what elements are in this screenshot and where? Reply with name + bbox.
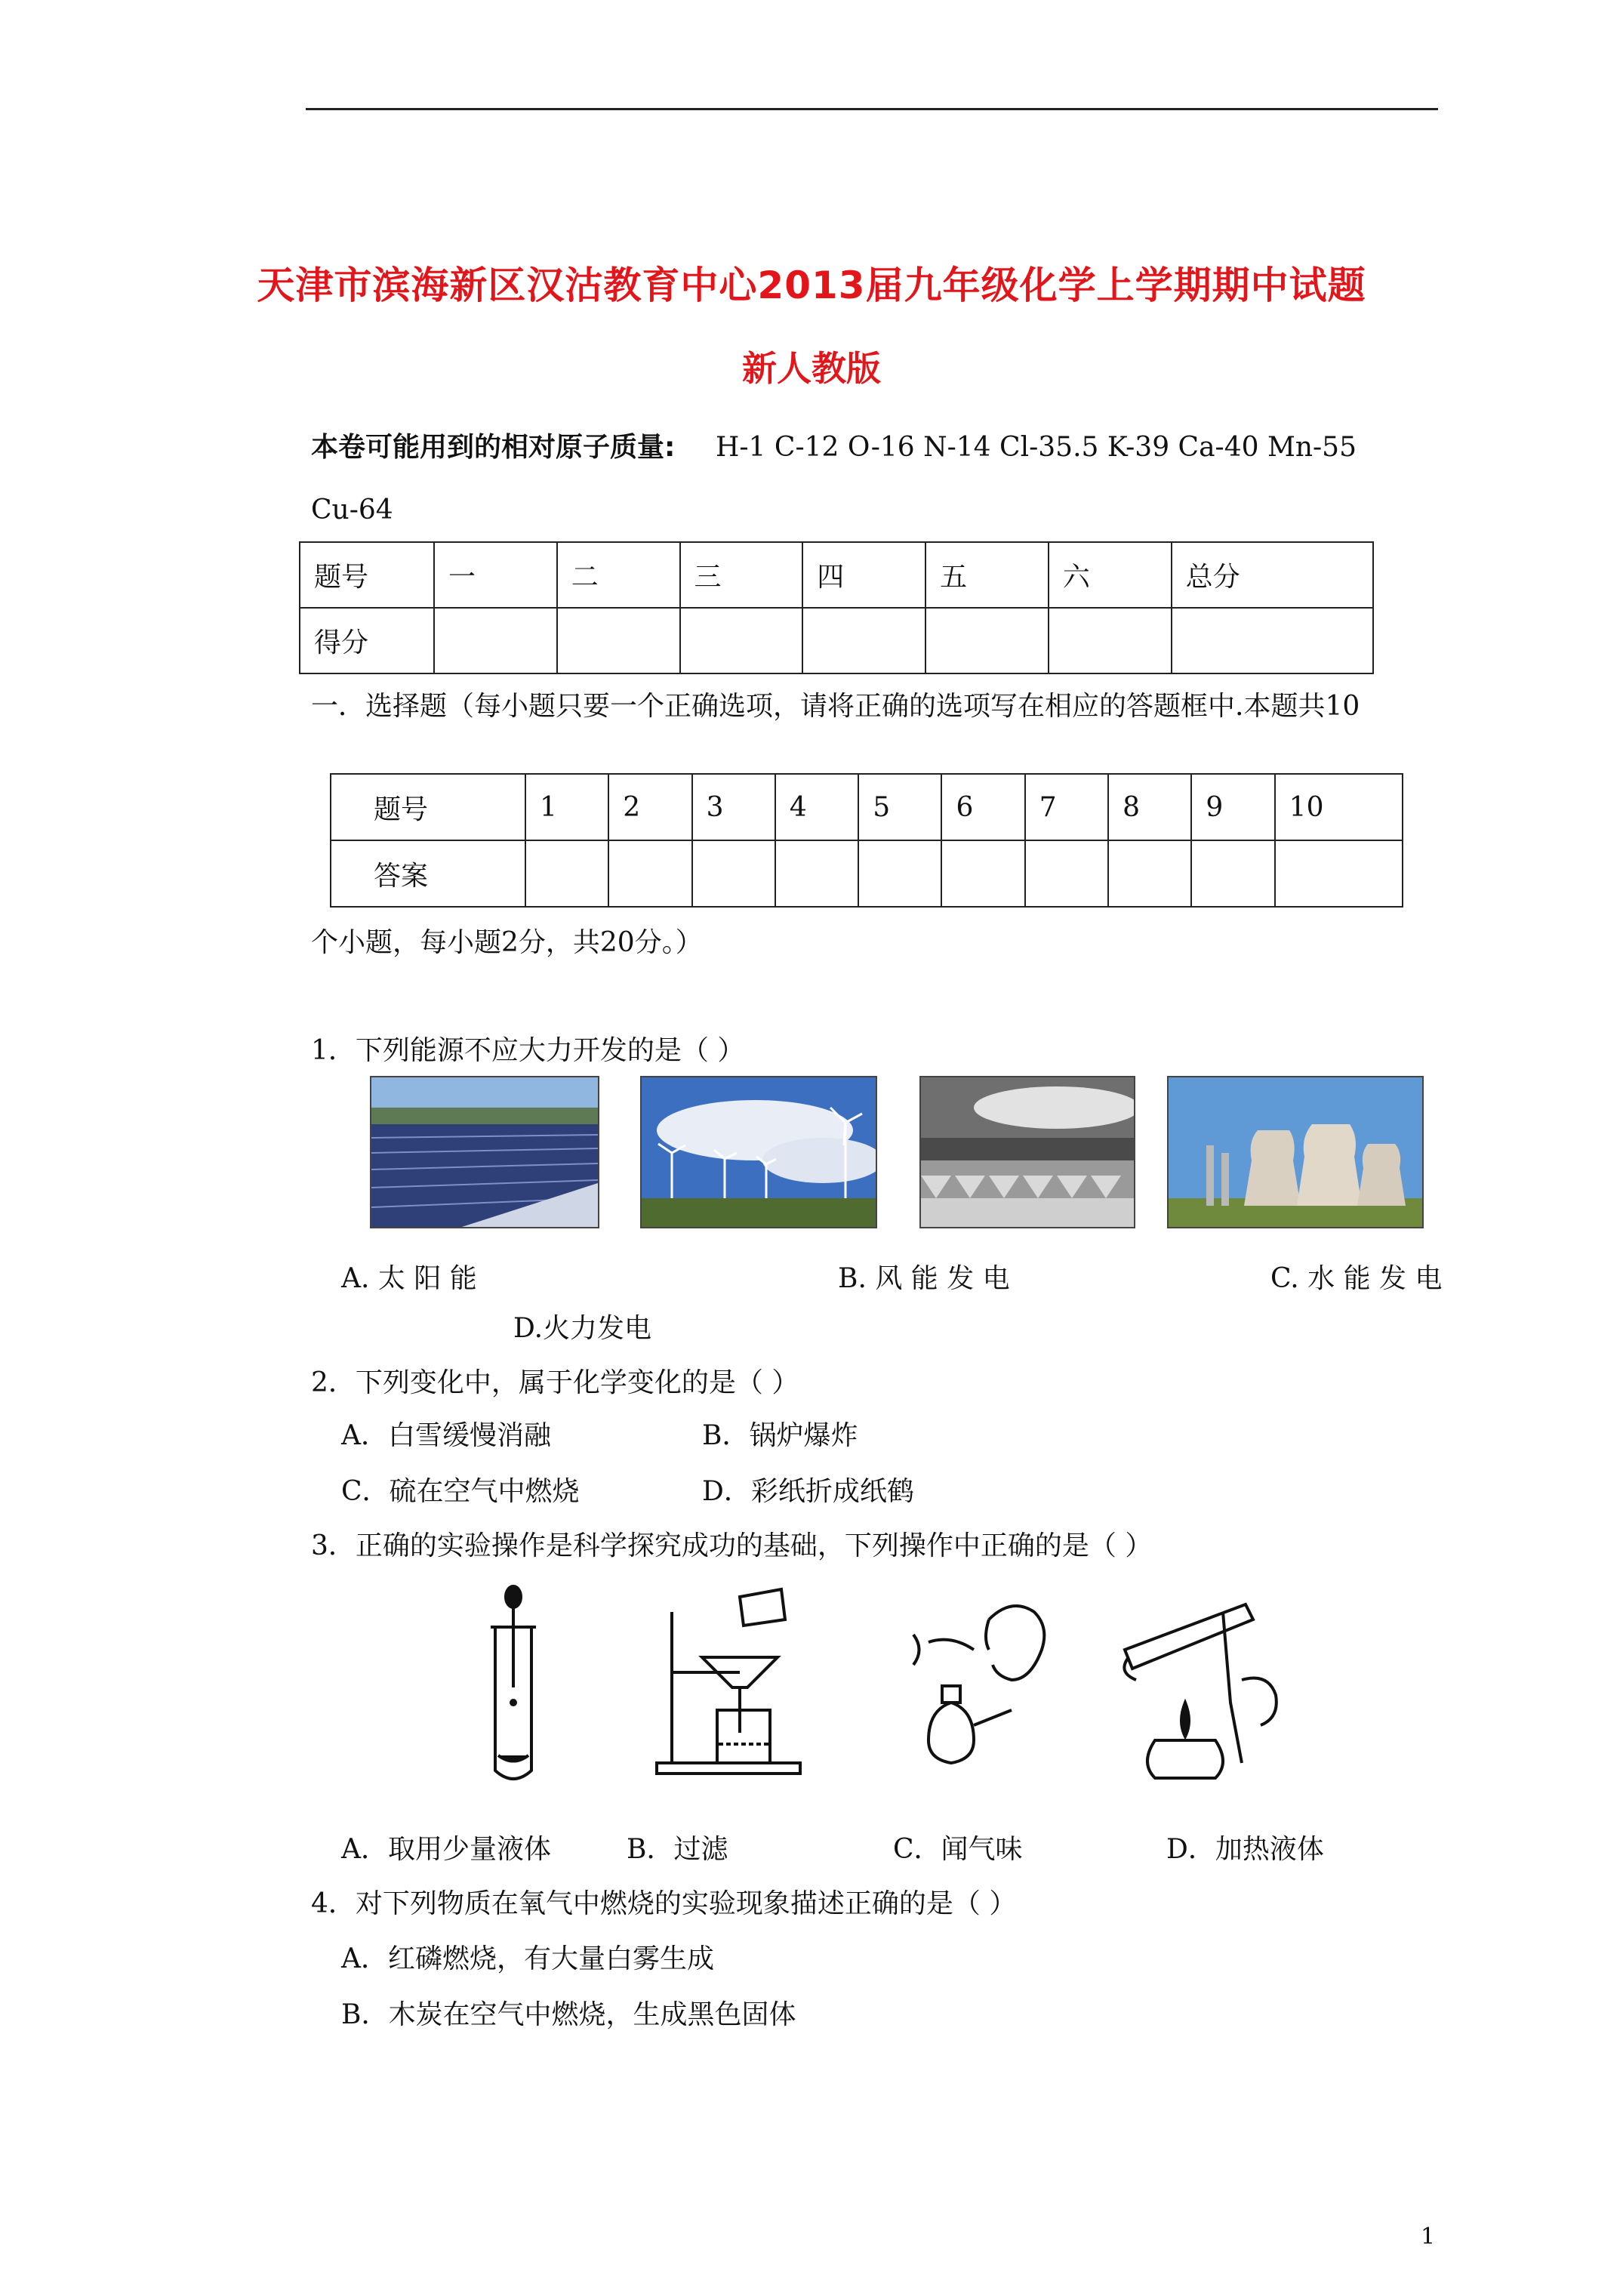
q3-stem: 3．正确的实验操作是科学探究成功的基础，下列操作中正确的是（ ） — [311, 1530, 1153, 1561]
score-cell[interactable] — [802, 608, 925, 673]
score-cell[interactable] — [1172, 608, 1373, 673]
score-header-cell: 二 — [557, 542, 680, 608]
atomic-mass-label: 本卷可能用到的相对原子质量: — [311, 432, 676, 463]
q3-option-c: C．闻气味 — [893, 1834, 1023, 1865]
answer-header-cell: 4 — [775, 774, 858, 840]
q1-option-b: B. 风 能 发 电 — [838, 1263, 1010, 1294]
filtration-illustration — [649, 1582, 815, 1778]
heating-liquid-illustration — [1110, 1589, 1313, 1786]
score-cell[interactable] — [925, 608, 1049, 673]
answer-cell[interactable] — [941, 840, 1024, 907]
answer-cell[interactable] — [775, 840, 858, 907]
q2-option-b: B．锅炉爆炸 — [702, 1420, 858, 1451]
q1-stem: 1．下列能源不应大力开发的是（ ） — [311, 1035, 745, 1066]
score-header-cell: 六 — [1049, 542, 1172, 608]
q2-option-a: A．白雪缓慢消融 — [341, 1420, 551, 1451]
answer-cell[interactable] — [858, 840, 941, 907]
score-header-cell: 总分 — [1172, 542, 1373, 608]
score-header-cell: 五 — [925, 542, 1049, 608]
q2-stem: 2．下列变化中，属于化学变化的是（ ） — [311, 1367, 799, 1398]
q3-option-b: B．过滤 — [627, 1834, 728, 1865]
hydro-dam-image — [919, 1076, 1135, 1228]
q4-stem: 4．对下列物质在氧气中燃烧的实验现象描述正确的是（ ） — [311, 1888, 1017, 1919]
q3-option-d: D．加热液体 — [1166, 1834, 1324, 1865]
solar-panel-image — [370, 1076, 599, 1228]
score-cell[interactable] — [557, 608, 680, 673]
answer-cell[interactable] — [1275, 840, 1403, 907]
thermal-power-plant-image — [1167, 1076, 1424, 1228]
answer-header-cell: 7 — [1025, 774, 1108, 840]
q4-option-a: A．红磷燃烧，有大量白雾生成 — [341, 1943, 714, 1974]
answer-cell[interactable] — [525, 840, 608, 907]
score-header-cell: 题号 — [300, 542, 434, 608]
score-table — [299, 541, 1374, 674]
atomic-mass-values: H-1 C-12 O-16 N-14 Cl-35.5 K-39 Ca-40 Mn-55 — [716, 432, 1357, 463]
answer-header-cell: 题号 — [331, 774, 525, 840]
q1-option-d: D.火力发电 — [513, 1313, 652, 1344]
atomic-mass-values-cont: Cu-64 — [311, 495, 393, 525]
answer-cell[interactable] — [608, 840, 691, 907]
answer-header-cell: 1 — [525, 774, 608, 840]
answer-cell[interactable] — [1191, 840, 1274, 907]
answer-header-cell: 2 — [608, 774, 691, 840]
score-row-label: 得分 — [300, 608, 434, 673]
answer-header-cell: 6 — [941, 774, 1024, 840]
header-rule — [306, 108, 1438, 110]
document-title: 天津市滨海新区汉沽教育中心2013届九年级化学上学期期中试题 — [257, 264, 1366, 307]
score-header-cell: 一 — [434, 542, 557, 608]
document-subtitle: 新人教版 — [742, 348, 881, 389]
wind-turbine-image — [640, 1076, 877, 1228]
answer-header-cell: 3 — [692, 774, 775, 840]
answer-header-cell: 8 — [1108, 774, 1191, 840]
answer-header-cell: 5 — [858, 774, 941, 840]
answer-cell[interactable] — [1108, 840, 1191, 907]
q1-option-a: A. 太 阳 能 — [341, 1263, 477, 1294]
score-cell[interactable] — [1049, 608, 1172, 673]
q3-option-a: A．取用少量液体 — [341, 1834, 551, 1865]
q4-option-b: B．木炭在空气中燃烧，生成黑色固体 — [341, 1999, 796, 2030]
q2-option-c: C．硫在空气中燃烧 — [341, 1476, 580, 1507]
score-header-cell: 三 — [680, 542, 803, 608]
answer-header-cell: 10 — [1275, 774, 1403, 840]
q1-option-c: C. 水 能 发 电 — [1270, 1263, 1443, 1294]
score-cell[interactable] — [434, 608, 557, 673]
answer-cell[interactable] — [692, 840, 775, 907]
dropper-test-tube-illustration — [483, 1582, 544, 1786]
score-cell[interactable] — [680, 608, 803, 673]
page-number: 1 — [1421, 2224, 1436, 2250]
answer-row-label: 答案 — [331, 840, 525, 907]
q2-option-d: D．彩纸折成纸鹤 — [702, 1476, 914, 1507]
answer-table — [330, 773, 1403, 908]
answer-cell[interactable] — [1025, 840, 1108, 907]
section1-heading: 一．选择题（每小题只要一个正确选项，请将正确的选项写在相应的答题框中.本题共10 — [311, 691, 1360, 722]
section1-heading-cont: 个小题，每小题2分，共20分。） — [311, 927, 703, 958]
score-header-cell: 四 — [802, 542, 925, 608]
answer-header-cell: 9 — [1191, 774, 1274, 840]
smelling-gas-illustration — [898, 1597, 1064, 1771]
